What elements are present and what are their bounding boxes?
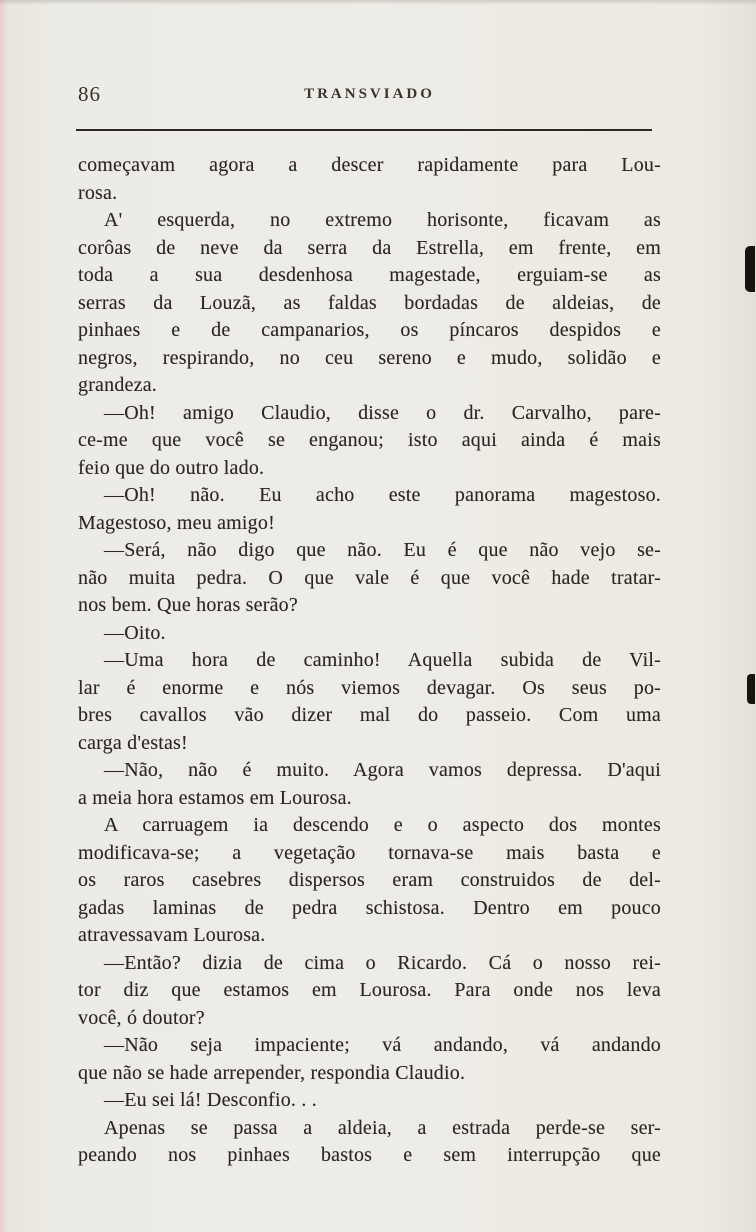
text-line: carga d'estas! [78, 731, 188, 754]
text-line: negros, respirando, no ceu sereno e mudo, solidão e [78, 346, 661, 369]
paragraph [78, 757, 661, 812]
text-line: gadas laminas de pedra schistosa. Dentro em pouco [78, 896, 661, 919]
text-line: —Não seja impaciente; vá andando, vá andando [104, 1034, 661, 1056]
text-line: tor diz que estamos em Lourosa. Para onde nos leva [78, 979, 661, 1001]
header-rule [76, 129, 652, 131]
paragraph [78, 647, 661, 757]
text-line: Magestoso, meu amigo! [78, 511, 275, 534]
text-line: —Uma hora de caminho! Aquella subida de Vil- [104, 649, 661, 671]
text-line: os raros casebres dispersos eram construidos de del- [78, 869, 661, 891]
text-line: modificava-se; a vegetação tornava-se mais basta e [78, 841, 661, 864]
text-line: a meia hora estamos em Lourosa. [78, 786, 352, 809]
text-line: toda a sua desdenhosa magestade, erguiam-se as [78, 264, 661, 286]
text-line: —Oh! amigo Claudio, disse o dr. Carvalho, pare- [104, 401, 661, 424]
text-line: grandeza. [78, 374, 157, 396]
paragraph [78, 400, 661, 483]
running-title: TRANSVIADO [304, 86, 435, 102]
text-line: rosa. [78, 181, 118, 204]
text-line: feio que do outro lado. [78, 456, 265, 479]
text-line: peando nos pinhaes bastos e sem interrupção que [78, 1144, 661, 1166]
text-line: —Será, não digo que não. Eu é que não vejo se- [104, 539, 661, 561]
scan-artifact [747, 674, 755, 704]
paragraph [78, 1115, 661, 1170]
text-line: que não se hade arrepender, respondia Claudio. [78, 1061, 466, 1084]
page-body [78, 152, 661, 1170]
page-header [78, 82, 661, 108]
paragraph [78, 620, 661, 648]
paragraph [78, 152, 661, 207]
text-line: corôas de neve da serra da Estrella, em frente, em [78, 236, 661, 259]
paragraph [78, 1032, 661, 1087]
paragraph [78, 537, 661, 620]
text-line: —Eu sei lá! Desconfio. . . [104, 1089, 317, 1111]
paragraph [78, 207, 661, 400]
text-line: lar é enorme e nós viemos devagar. Os seus po- [78, 676, 661, 699]
text-line: ce-me que você se enganou; isto aqui ainda é mais [78, 429, 661, 451]
text-line: nos bem. Que horas serão? [78, 594, 298, 616]
text-line: serras da Louzã, as faldas bordadas de aldeias, de [78, 291, 661, 314]
text-line: começavam agora a descer rapidamente para Lou- [78, 154, 661, 176]
text-line: —Então? dizia de cima o Ricardo. Cá o nosso rei- [104, 951, 661, 974]
paragraph [78, 1087, 661, 1115]
scan-artifact [745, 246, 755, 292]
page-number: 86 [78, 82, 101, 106]
text-line: pinhaes e de campanarios, os píncaros despidos e [78, 319, 661, 341]
text-line: bres cavallos vão dizer mal do passeio. Com uma [78, 704, 661, 726]
paragraph [78, 950, 661, 1033]
text-line: A carruagem ia descendo e o aspecto dos montes [104, 814, 661, 836]
text-line: não muita pedra. O que vale é que você hade tratar- [78, 566, 661, 589]
text-line: —Oito. [104, 621, 166, 644]
text-line: Apenas se passa a aldeia, a estrada perde-se ser- [104, 1116, 661, 1139]
text-line: atravessavam Lourosa. [78, 924, 266, 946]
text-line: você, ó doutor? [78, 1006, 205, 1029]
text-line: —Não, não é muito. Agora vamos depressa. D'aqui [104, 759, 661, 781]
text-line: —Oh! não. Eu acho este panorama magestoso. [104, 484, 661, 506]
paragraph [78, 812, 661, 950]
text-line: A' esquerda, no extremo horisonte, ficavam as [104, 209, 661, 231]
paragraph [78, 482, 661, 537]
